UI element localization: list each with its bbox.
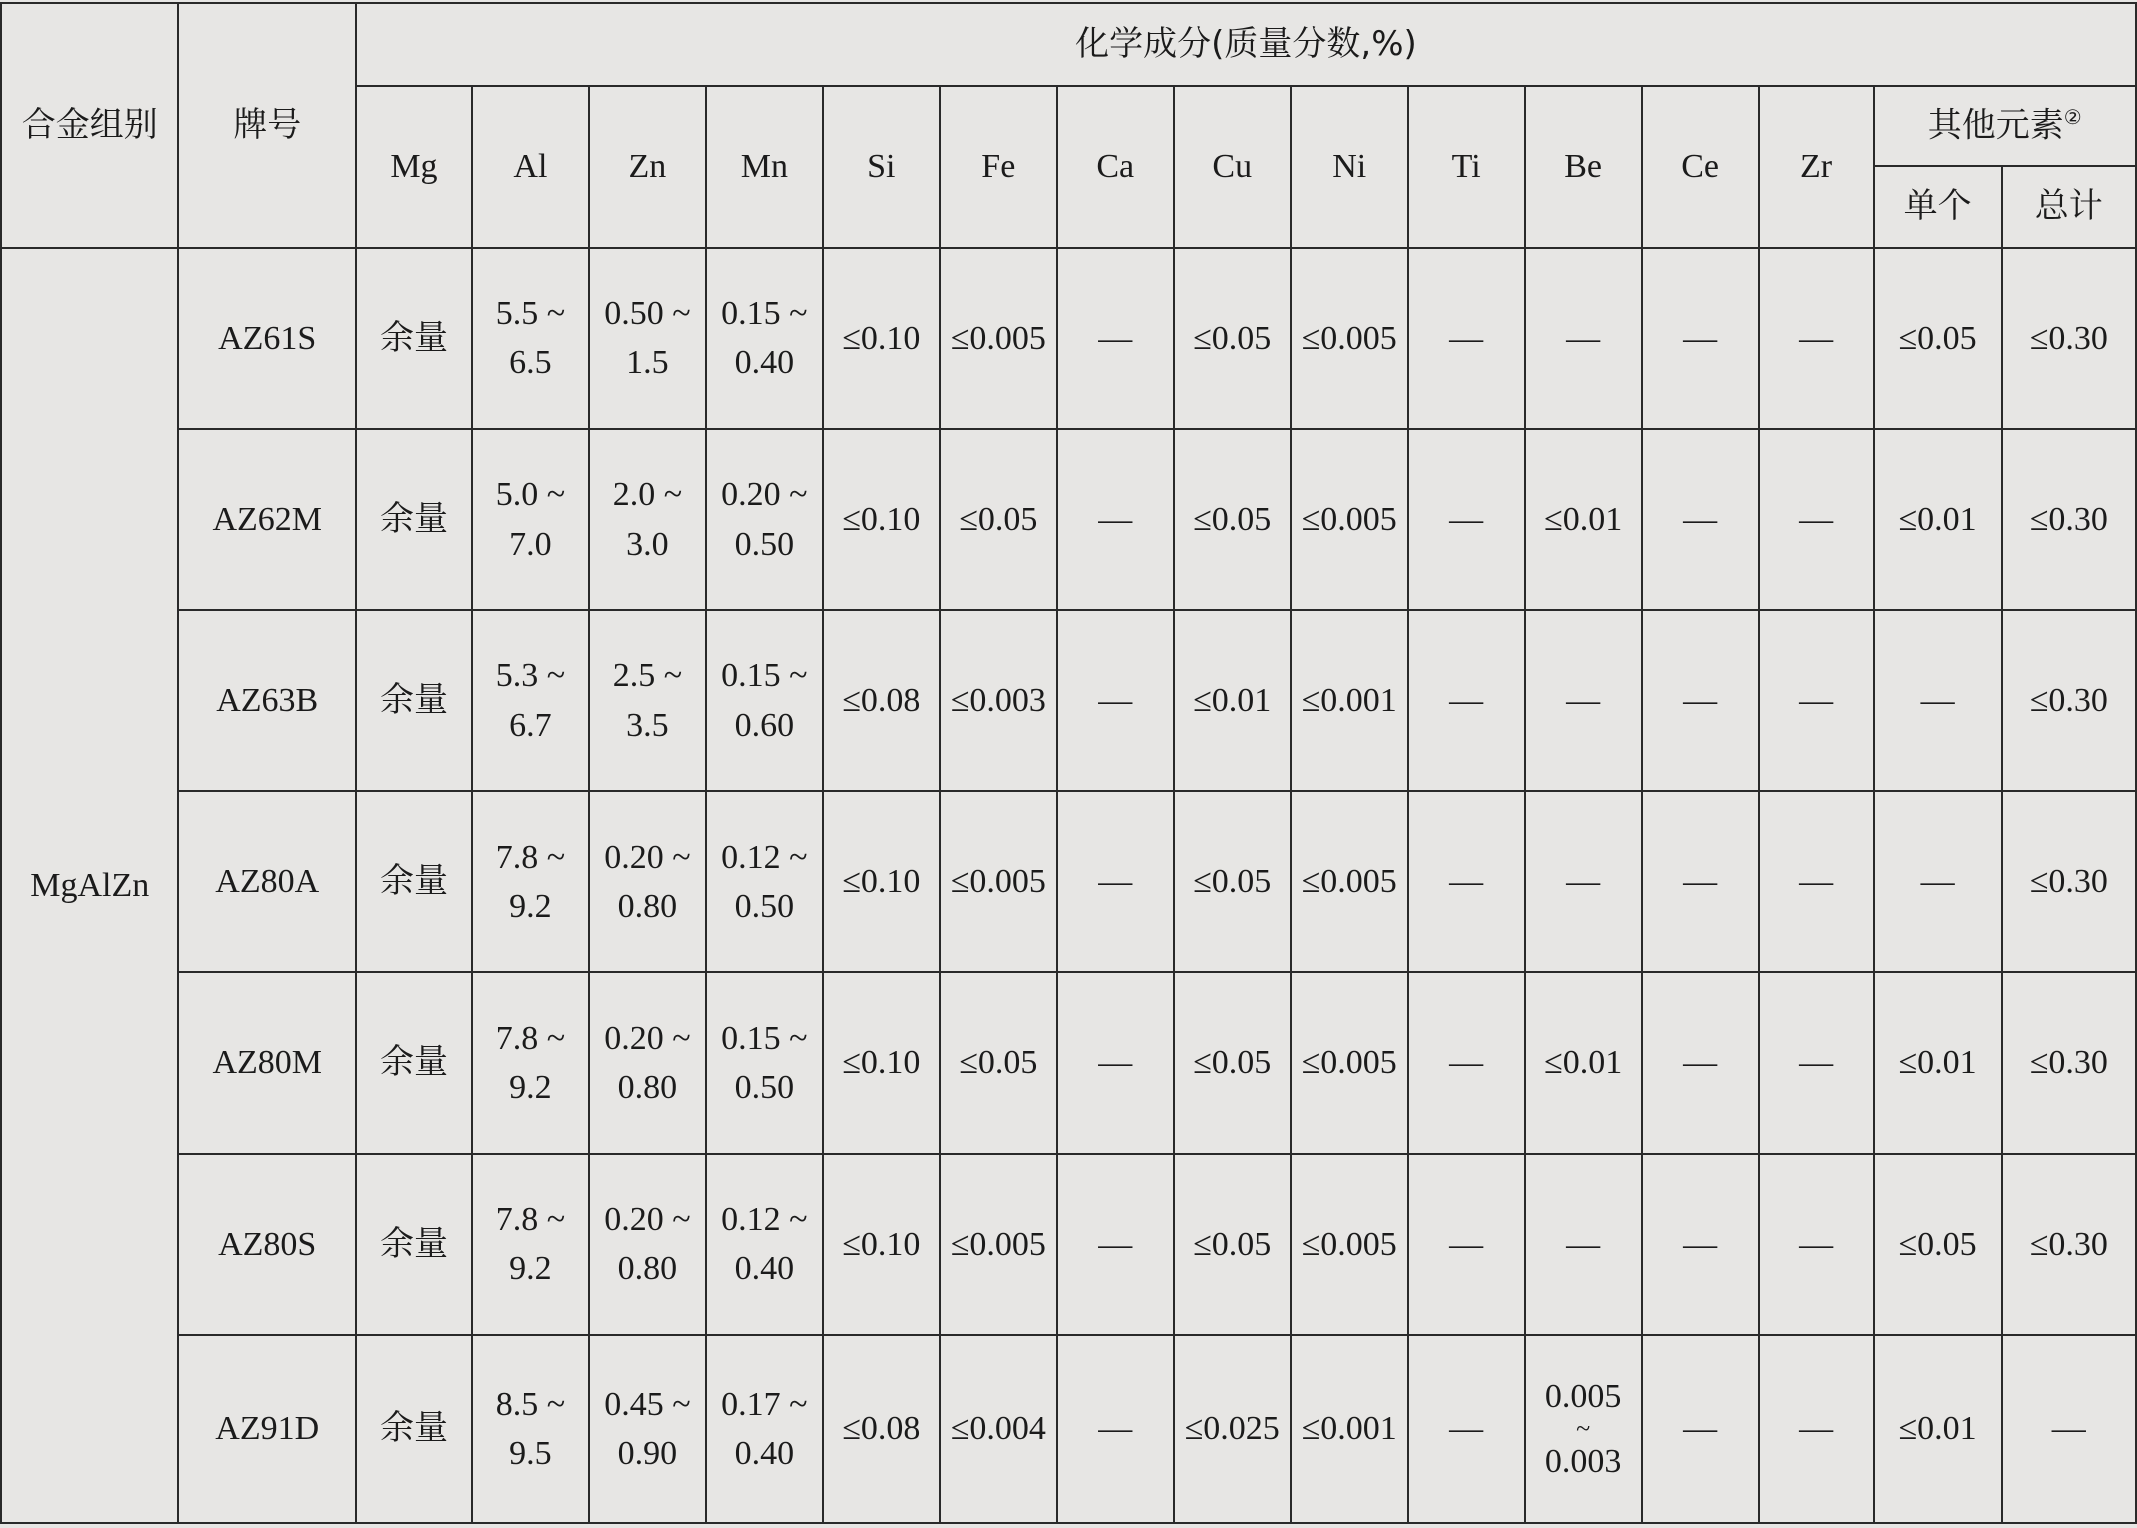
mn-range [707, 289, 822, 388]
cu-cell: ≤0.05 [1174, 1154, 1291, 1335]
zn-range [590, 1380, 705, 1479]
zn-range-line: 0.80 [617, 1069, 678, 1106]
single-cell: — [1874, 610, 2002, 791]
header-element-zn: Zn [589, 86, 706, 248]
al-range-line: 7.0 [509, 525, 552, 563]
fe-cell: ≤0.005 [940, 248, 1057, 429]
zn-cell [589, 1154, 706, 1335]
al-cell [472, 610, 589, 791]
total-cell: ≤0.30 [2002, 972, 2136, 1153]
zn-range-line: 3.5 [626, 706, 669, 744]
fe-cell: ≤0.05 [940, 972, 1057, 1153]
al-range [473, 1380, 588, 1479]
mn-range [707, 1195, 822, 1294]
si-cell: ≤0.08 [823, 1335, 940, 1523]
total-cell: ≤0.30 [2002, 610, 2136, 791]
mg-cell: 余量 [356, 972, 472, 1153]
ca-cell: — [1057, 610, 1174, 791]
grade-cell: AZ61S [178, 248, 355, 429]
single-cell: ≤0.01 [1874, 972, 2002, 1153]
ni-cell: ≤0.001 [1291, 610, 1408, 791]
zr-cell: — [1759, 248, 1874, 429]
al-range-line: 9.2 [509, 1069, 552, 1106]
zn-range-line: 0.90 [617, 1434, 678, 1472]
mn-range-line: 0.12 ~ [721, 838, 808, 876]
zn-cell [589, 248, 706, 429]
header-element-ni: Ni [1291, 86, 1408, 248]
mn-range-line: 0.15 ~ [721, 295, 808, 333]
ca-cell: — [1057, 248, 1174, 429]
fe-cell: ≤0.004 [940, 1335, 1057, 1523]
ni-cell: ≤0.005 [1291, 1154, 1408, 1335]
cu-cell: ≤0.05 [1174, 972, 1291, 1153]
be-range-line: ~ [1576, 1413, 1591, 1443]
header-element-ti: Ti [1408, 86, 1525, 248]
header-other-elements [1874, 86, 2136, 166]
header-element-si: Si [823, 86, 940, 248]
mn-range-line: 0.15 ~ [721, 1019, 808, 1057]
mn-range-line: 0.40 [734, 344, 795, 382]
zn-range [590, 1195, 705, 1294]
table-row [1, 972, 2136, 1153]
total-cell: ≤0.30 [2002, 248, 2136, 429]
header-element-be: Be [1525, 86, 1642, 248]
mg-cell: 余量 [356, 791, 472, 972]
al-range-line: 9.2 [509, 887, 552, 925]
zn-range-line: 0.45 ~ [604, 1385, 691, 1423]
zn-range-line: 0.50 ~ [604, 295, 691, 333]
single-cell: ≤0.01 [1874, 1335, 2002, 1523]
ca-cell: — [1057, 1335, 1174, 1523]
total-cell: ≤0.30 [2002, 791, 2136, 972]
cu-cell: ≤0.05 [1174, 248, 1291, 429]
zn-range-line: 0.20 ~ [604, 1019, 691, 1057]
zn-range [590, 1014, 705, 1113]
al-cell [472, 1335, 589, 1523]
ce-cell: — [1642, 1154, 1759, 1335]
zr-cell: — [1759, 791, 1874, 972]
ce-cell: — [1642, 610, 1759, 791]
table-row [1, 610, 2136, 791]
grade-cell: AZ80A [178, 791, 355, 972]
mg-cell: 余量 [356, 429, 472, 610]
single-cell: ≤0.01 [1874, 429, 2002, 610]
mg-cell: 余量 [356, 1335, 472, 1523]
al-range-line: 9.2 [509, 1250, 552, 1288]
header-element-mn: Mn [706, 86, 823, 248]
zr-cell: — [1759, 610, 1874, 791]
ca-cell: — [1057, 972, 1174, 1153]
cu-cell: ≤0.01 [1174, 610, 1291, 791]
al-range-line: 6.7 [509, 706, 552, 744]
header-element-mg: Mg [356, 86, 472, 248]
table-row [1, 791, 2136, 972]
header-element-ce: Ce [1642, 86, 1759, 248]
total-cell: — [2002, 1335, 2136, 1523]
al-range-line: 5.5 ~ [495, 295, 566, 333]
al-range [473, 1195, 588, 1294]
ti-cell: — [1408, 248, 1525, 429]
mn-cell [706, 610, 823, 791]
ce-cell: — [1642, 1335, 1759, 1523]
si-cell: ≤0.10 [823, 972, 940, 1153]
zn-cell [589, 972, 706, 1153]
single-cell: ≤0.05 [1874, 248, 2002, 429]
table-row [1, 248, 2136, 429]
fe-cell: ≤0.05 [940, 429, 1057, 610]
mn-range [707, 651, 822, 750]
grade-cell: AZ80S [178, 1154, 355, 1335]
al-cell [472, 1154, 589, 1335]
si-cell: ≤0.10 [823, 791, 940, 972]
al-range-line: 7.8 ~ [495, 1019, 566, 1057]
cu-cell: ≤0.05 [1174, 429, 1291, 610]
mn-range-line: 0.40 [734, 1434, 795, 1472]
be-cell: ≤0.01 [1525, 429, 1642, 610]
be-cell: — [1525, 791, 1642, 972]
ni-cell: ≤0.005 [1291, 791, 1408, 972]
zn-range-line: 0.80 [617, 887, 678, 925]
mn-cell [706, 248, 823, 429]
header-element-ca: Ca [1057, 86, 1174, 248]
ti-cell: — [1408, 1154, 1525, 1335]
zn-range [590, 651, 705, 750]
header-element-fe: Fe [940, 86, 1057, 248]
zn-cell [589, 791, 706, 972]
be-cell: ≤0.01 [1525, 972, 1642, 1153]
al-range-line: 7.8 ~ [495, 1200, 566, 1238]
al-cell [472, 248, 589, 429]
mg-cell: 余量 [356, 1154, 472, 1335]
mn-range [707, 1380, 822, 1479]
total-cell: ≤0.30 [2002, 1154, 2136, 1335]
zr-cell: — [1759, 1154, 1874, 1335]
mn-range-line: 0.50 [734, 1069, 795, 1106]
total-cell: ≤0.30 [2002, 429, 2136, 610]
zn-range [590, 289, 705, 388]
mn-range-line: 0.50 [734, 525, 795, 563]
mn-range-line: 0.15 ~ [721, 657, 808, 695]
al-range [473, 289, 588, 388]
mn-cell [706, 972, 823, 1153]
fe-cell: ≤0.003 [940, 610, 1057, 791]
ni-cell: ≤0.005 [1291, 248, 1408, 429]
single-cell: ≤0.05 [1874, 1154, 2002, 1335]
header-chemical-composition: 化学成分(质量分数,%) [356, 3, 2136, 86]
zn-range-line: 0.20 ~ [604, 1200, 691, 1238]
ce-cell: — [1642, 972, 1759, 1153]
fe-cell: ≤0.005 [940, 1154, 1057, 1335]
zn-range [590, 833, 705, 932]
mn-range-line: 0.20 ~ [721, 476, 808, 514]
mn-range [707, 1014, 822, 1113]
mn-range [707, 470, 822, 569]
al-range-line: 8.5 ~ [495, 1385, 566, 1423]
header-single: 单个 [1874, 166, 2002, 248]
si-cell: ≤0.08 [823, 610, 940, 791]
mg-cell: 余量 [356, 248, 472, 429]
al-range-line: 6.5 [509, 344, 552, 382]
al-range-line: 9.5 [509, 1434, 552, 1472]
table-row [1, 429, 2136, 610]
ti-cell: — [1408, 791, 1525, 972]
al-range-line: 7.8 ~ [495, 838, 566, 876]
zr-cell: — [1759, 972, 1874, 1153]
al-range-line: 5.0 ~ [495, 476, 566, 514]
zn-range-line: 3.0 [626, 525, 669, 563]
ti-cell: — [1408, 429, 1525, 610]
header-grade: 牌号 [178, 3, 355, 248]
si-cell: ≤0.10 [823, 1154, 940, 1335]
grade-cell: AZ80M [178, 972, 355, 1153]
zn-range-line: 0.20 ~ [604, 838, 691, 876]
si-cell: ≤0.10 [823, 248, 940, 429]
mn-range-line: 0.60 [734, 706, 795, 744]
header-element-cu: Cu [1174, 86, 1291, 248]
zn-range-line: 2.0 ~ [612, 476, 683, 514]
ni-cell: ≤0.005 [1291, 972, 1408, 1153]
ni-cell: ≤0.001 [1291, 1335, 1408, 1523]
al-cell [472, 791, 589, 972]
ti-cell: — [1408, 610, 1525, 791]
be-range [1526, 1377, 1641, 1481]
mg-cell: 余量 [356, 610, 472, 791]
al-range [473, 470, 588, 569]
al-range-line: 5.3 ~ [495, 657, 566, 695]
al-range [473, 1014, 588, 1113]
mn-cell [706, 429, 823, 610]
mn-cell [706, 1154, 823, 1335]
ce-cell: — [1642, 248, 1759, 429]
header-element-al: Al [472, 86, 589, 248]
al-cell [472, 429, 589, 610]
single-cell: — [1874, 791, 2002, 972]
zn-cell [589, 610, 706, 791]
grade-cell: AZ63B [178, 610, 355, 791]
mn-cell [706, 1335, 823, 1523]
zr-cell: — [1759, 429, 1874, 610]
al-range [473, 651, 588, 750]
grade-cell: AZ62M [178, 429, 355, 610]
be-cell [1525, 1335, 1642, 1523]
grade-cell: AZ91D [178, 1335, 355, 1523]
ca-cell: — [1057, 791, 1174, 972]
ni-cell: ≤0.005 [1291, 429, 1408, 610]
ca-cell: — [1057, 429, 1174, 610]
table-row [1, 1154, 2136, 1335]
header-other-elements-label: 其他元素 [1927, 105, 2064, 146]
alloy-composition-table [0, 2, 2137, 1524]
footnote-marker: ② [2063, 105, 2082, 130]
mn-range [707, 833, 822, 932]
fe-cell: ≤0.005 [940, 791, 1057, 972]
zn-range-line: 2.5 ~ [612, 657, 683, 695]
mn-range-line: 0.12 ~ [721, 1200, 808, 1238]
mn-range-line: 0.40 [734, 1250, 795, 1288]
ce-cell: — [1642, 791, 1759, 972]
si-cell: ≤0.10 [823, 429, 940, 610]
table-row [1, 1335, 2136, 1523]
ca-cell: — [1057, 1154, 1174, 1335]
mn-range-line: 0.17 ~ [721, 1385, 808, 1423]
al-range [473, 833, 588, 932]
be-range-line: 0.003 [1544, 1442, 1622, 1480]
zr-cell: — [1759, 1335, 1874, 1523]
header-element-zr: Zr [1759, 86, 1874, 248]
header-total: 总计 [2002, 166, 2136, 248]
cu-cell: ≤0.025 [1174, 1335, 1291, 1523]
mn-range-line: 0.50 [734, 887, 795, 925]
alloy-group-cell: MgAlZn [1, 248, 178, 1523]
be-cell: — [1525, 248, 1642, 429]
zn-cell [589, 1335, 706, 1523]
zn-range-line: 1.5 [626, 344, 669, 382]
zn-cell [589, 429, 706, 610]
be-cell: — [1525, 610, 1642, 791]
header-alloy-group: 合金组别 [1, 3, 178, 248]
zn-range [590, 470, 705, 569]
be-cell: — [1525, 1154, 1642, 1335]
mn-cell [706, 791, 823, 972]
ce-cell: — [1642, 429, 1759, 610]
ti-cell: — [1408, 1335, 1525, 1523]
be-range-line: 0.005 [1544, 1377, 1622, 1415]
zn-range-line: 0.80 [617, 1250, 678, 1288]
al-cell [472, 972, 589, 1153]
ti-cell: — [1408, 972, 1525, 1153]
cu-cell: ≤0.05 [1174, 791, 1291, 972]
